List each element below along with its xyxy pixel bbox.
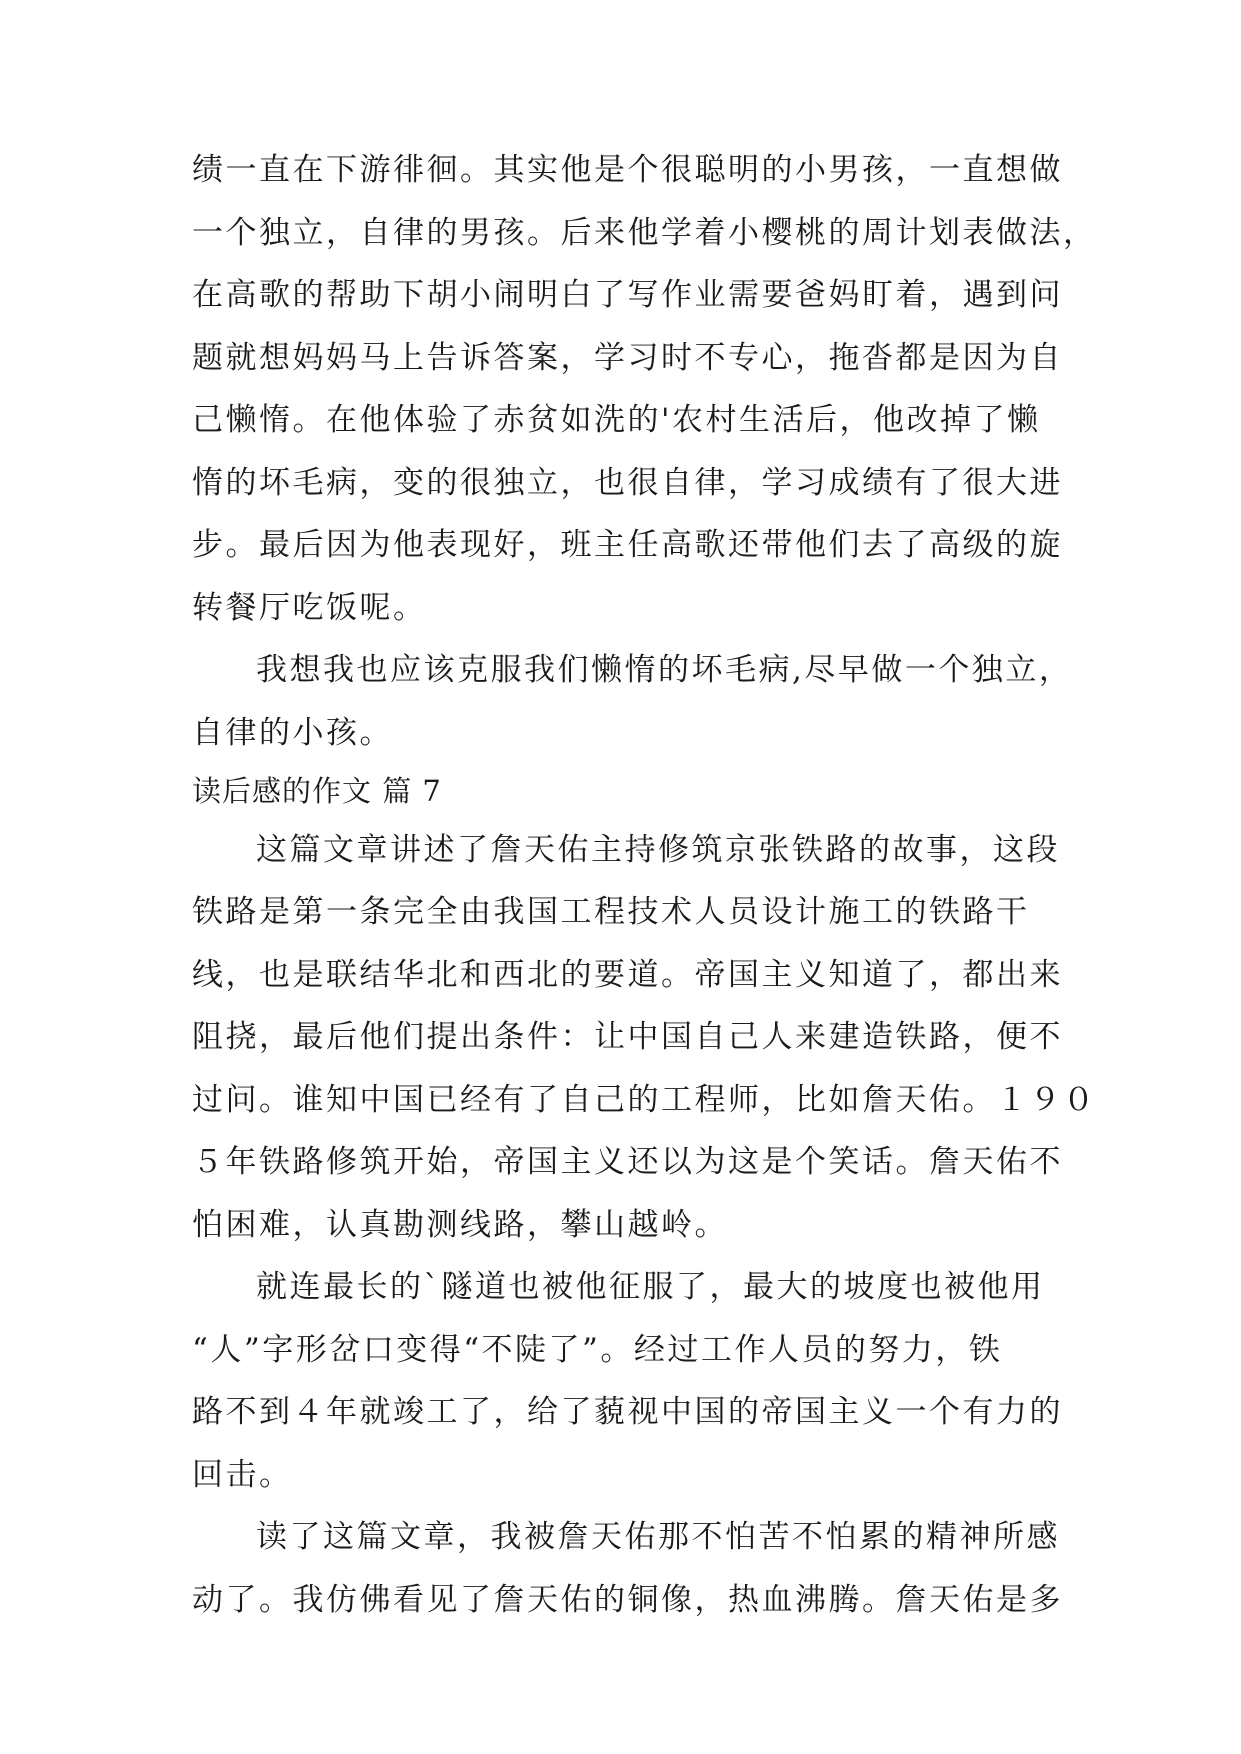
text-line: 己懒惰。在他体验了赤贫如洗的'农村生活后，他改掉了懒 [192,402,1041,438]
text-line: 动了。我仿佛看见了詹天佑的铜像，热血沸腾。詹天佑是多 [192,1582,1063,1618]
text-line: 题就想妈妈马上告诉答案，学习时不专心，拖沓都是因为自 [192,340,1063,376]
text-line: 在高歌的帮助下胡小闹明白了写作业需要爸妈盯着，遇到问 [192,277,1063,313]
text-line: 阻挠，最后他们提出条件：让中国自己人来建造铁路，便不 [192,1019,1063,1055]
text-line: 自律的小孩。 [192,715,393,751]
text-line: 惰的坏毛病，变的很独立，也很自律，学习成绩有了很大进 [192,465,1063,501]
text-line: ５年铁路修筑开始，帝国主义还以为这是个笑话。詹天佑不 [192,1144,1063,1180]
text-line: 回击。 [192,1457,293,1493]
text-line: 铁路是第一条完全由我国工程技术人员设计施工的铁路干 [192,894,1030,930]
text-line: 过问。谁知中国已经有了自己的工程师，比如詹天佑。１９０ [192,1082,1097,1118]
paragraph-first-line: 我想我也应该克服我们懒惰的坏毛病,尽早做一个独立， [256,652,1073,688]
paragraph-first-line: 这篇文章讲述了詹天佑主持修筑京张铁路的故事，这段 [256,832,1060,868]
paragraph-first-line: 就连最长的`隧道也被他征服了，最大的坡度也被他用 [256,1269,1045,1305]
text-line: 线，也是联结华北和西北的要道。帝国主义知道了，都出来 [192,957,1063,993]
text-line: 怕困难，认真勘测线路，攀山越岭。 [192,1207,728,1243]
text-line: “人”字形岔口变得“不陡了”。经过工作人员的努力，铁 [192,1332,1003,1368]
text-line: 转餐厅吃饭呢。 [192,590,427,626]
text-line: 步。最后因为他表现好，班主任高歌还带他们去了高级的旋 [192,527,1063,563]
paragraph-first-line: 读了这篇文章，我被詹天佑那不怕苦不怕累的精神所感 [256,1519,1060,1555]
text-line: 路不到４年就竣工了，给了藐视中国的帝国主义一个有力的 [192,1394,1063,1430]
text-line: 绩一直在下游徘徊。其实他是个很聪明的小男孩，一直想做 [192,152,1063,188]
text-line: 一个独立，自律的男孩。后来他学着小樱桃的周计划表做法， [192,215,1097,251]
section-heading: 读后感的作文 篇 7 [192,774,442,808]
